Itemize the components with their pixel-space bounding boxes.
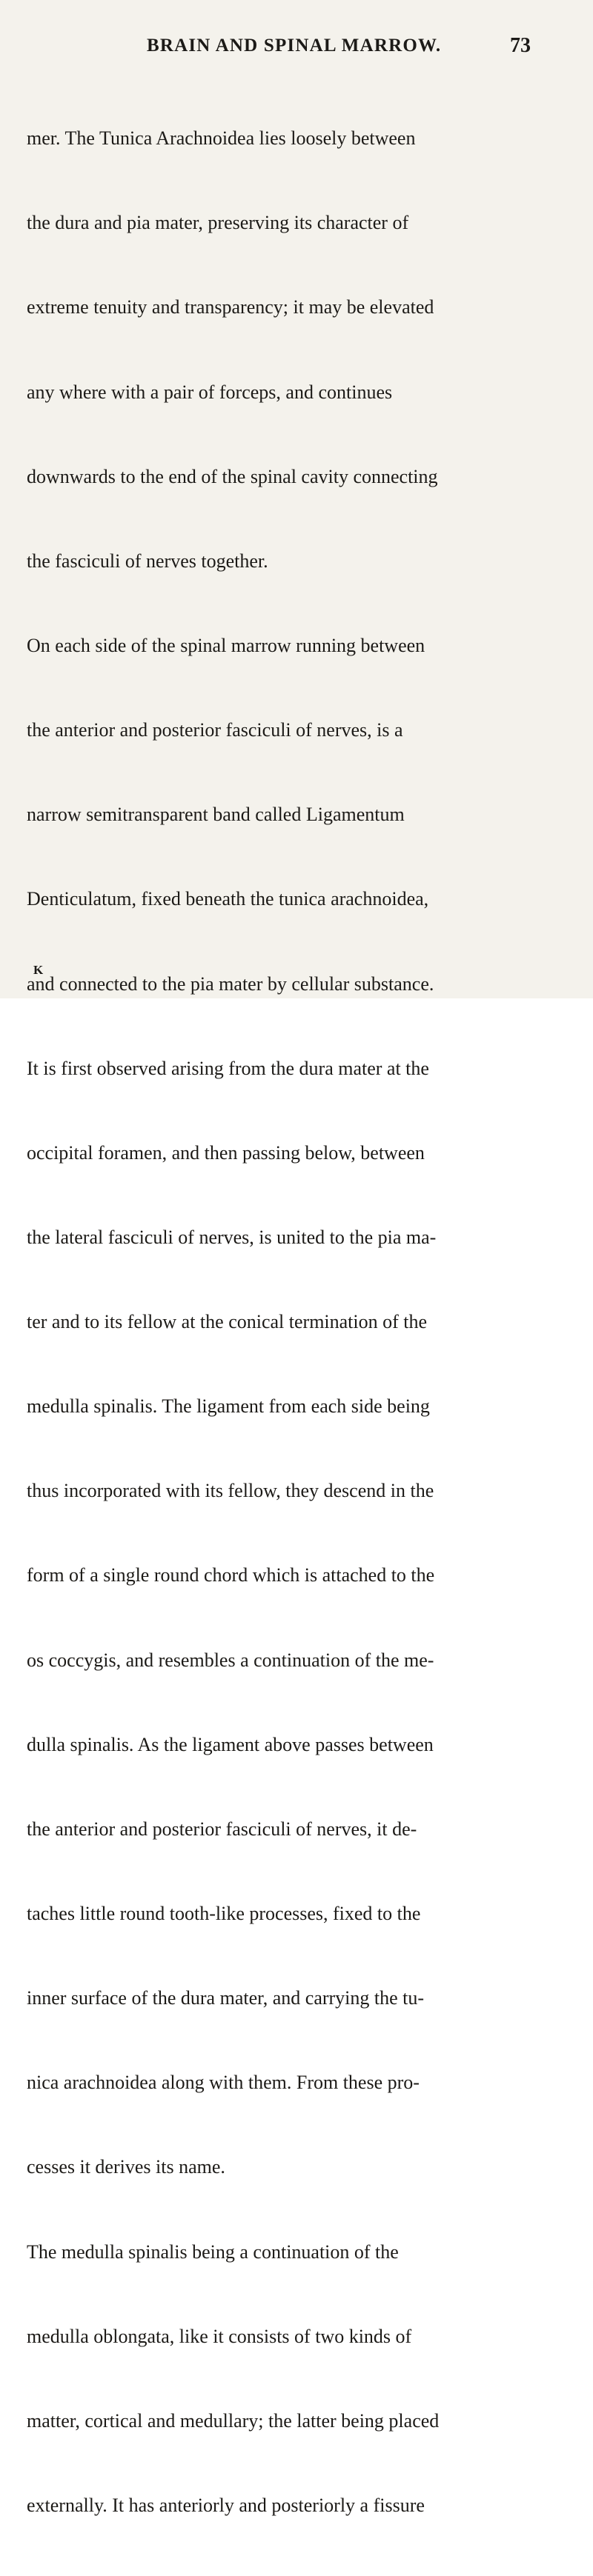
text-line: On each side of the spinal marrow running between xyxy=(27,634,425,656)
text-line: the dura and pia mater, preserving its character of xyxy=(27,212,409,234)
text-line: the lateral fasciculi of nerves, is united to the pia ma- xyxy=(27,1226,437,1248)
text-line: The medulla spinalis being a continuation of the xyxy=(27,2240,399,2263)
text-line: narrow semitransparent band called Ligamentum xyxy=(27,804,405,826)
text-line: taches little round tooth-like processes, fixed to the xyxy=(27,1903,421,1925)
running-head: BRAIN AND SPINAL MARROW. xyxy=(147,36,442,56)
text-line: and connected to the pia mater by cellular substance. xyxy=(27,972,434,995)
text-line: extreme tenuity and transparency; it may be elevated xyxy=(27,296,434,318)
page-number: 73 xyxy=(510,34,531,57)
text-line: the fasciculi of nerves together. xyxy=(27,550,268,572)
text-line: any where with a pair of forceps, and continues xyxy=(27,381,393,403)
text-line: ter and to its fellow at the conical termination of the xyxy=(27,1311,428,1333)
text-line: os coccygis, and resembles a continuation of the me- xyxy=(27,1649,434,1671)
text-line: It is first observed arising from the dura mater at the xyxy=(27,1057,429,1079)
body-text xyxy=(27,68,557,2576)
text-line: thus incorporated with its fellow, they descend in the xyxy=(27,1480,434,1502)
text-line: medulla oblongata, like it consists of two kinds of xyxy=(27,2325,412,2347)
text-line: the anterior and posterior fasciculi of nerves, it de- xyxy=(27,1818,417,1840)
text-line: mer. The Tunica Arachnoidea lies loosely between xyxy=(27,127,416,150)
text-line: the anterior and posterior fasciculi of nerves, is a xyxy=(27,719,403,741)
text-line: externally. It has anteriorly and posteriorly a fissure xyxy=(27,2495,425,2517)
text-line: occipital foramen, and then passing below, between xyxy=(27,1141,425,1164)
text-line: form of a single round chord which is attached to the xyxy=(27,1564,435,1586)
text-line: Denticulatum, fixed beneath the tunica arachnoidea, xyxy=(27,888,429,910)
text-line: cesses it derives its name. xyxy=(27,2156,225,2178)
text-line: dulla spinalis. As the ligament above passes between xyxy=(27,1733,434,1755)
signature-mark: K xyxy=(33,963,44,977)
text-line: inner surface of the dura mater, and carrying the tu- xyxy=(27,1987,425,2009)
text-line: medulla spinalis. The ligament from each side being xyxy=(27,1395,430,1418)
text-line: downwards to the end of the spinal cavity connecting xyxy=(27,465,438,487)
text-line: nica arachnoidea along with them. From these pro- xyxy=(27,2072,420,2094)
text-line: matter, cortical and medullary; the latter being placed xyxy=(27,2409,440,2432)
